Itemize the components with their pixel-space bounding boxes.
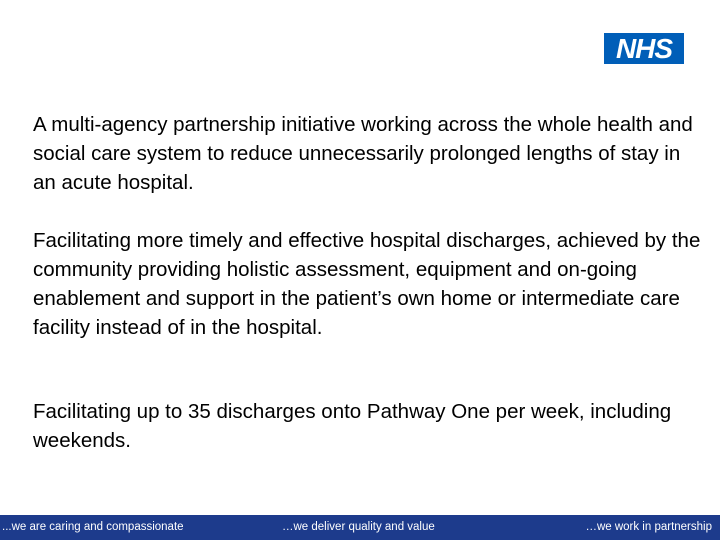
footer-value-partnership: …we work in partnership — [585, 521, 712, 533]
paragraph-intro: A multi-agency partnership initiative working across the whole health and social care system to reduce unnecessarily prolonged lengths of stay in an acute hospital. — [33, 113, 693, 194]
footer-value-quality: …we deliver quality and value — [282, 521, 435, 533]
paragraph-pathway-one: Facilitating up to 35 discharges onto Pathway One per week, including weekends. — [33, 400, 672, 452]
paragraph-discharges: Facilitating more timely and effective hospital discharges, achieved by the community providing holistic assessment, equipment and on-going enablement and support in the patient’s own home or intermediate care facility instead of in the hospital. — [33, 229, 701, 339]
nhs-logo: NHS — [604, 33, 684, 64]
footer-value-caring: ...we are caring and compassionate — [2, 521, 184, 533]
values-footer-bar — [0, 515, 720, 540]
